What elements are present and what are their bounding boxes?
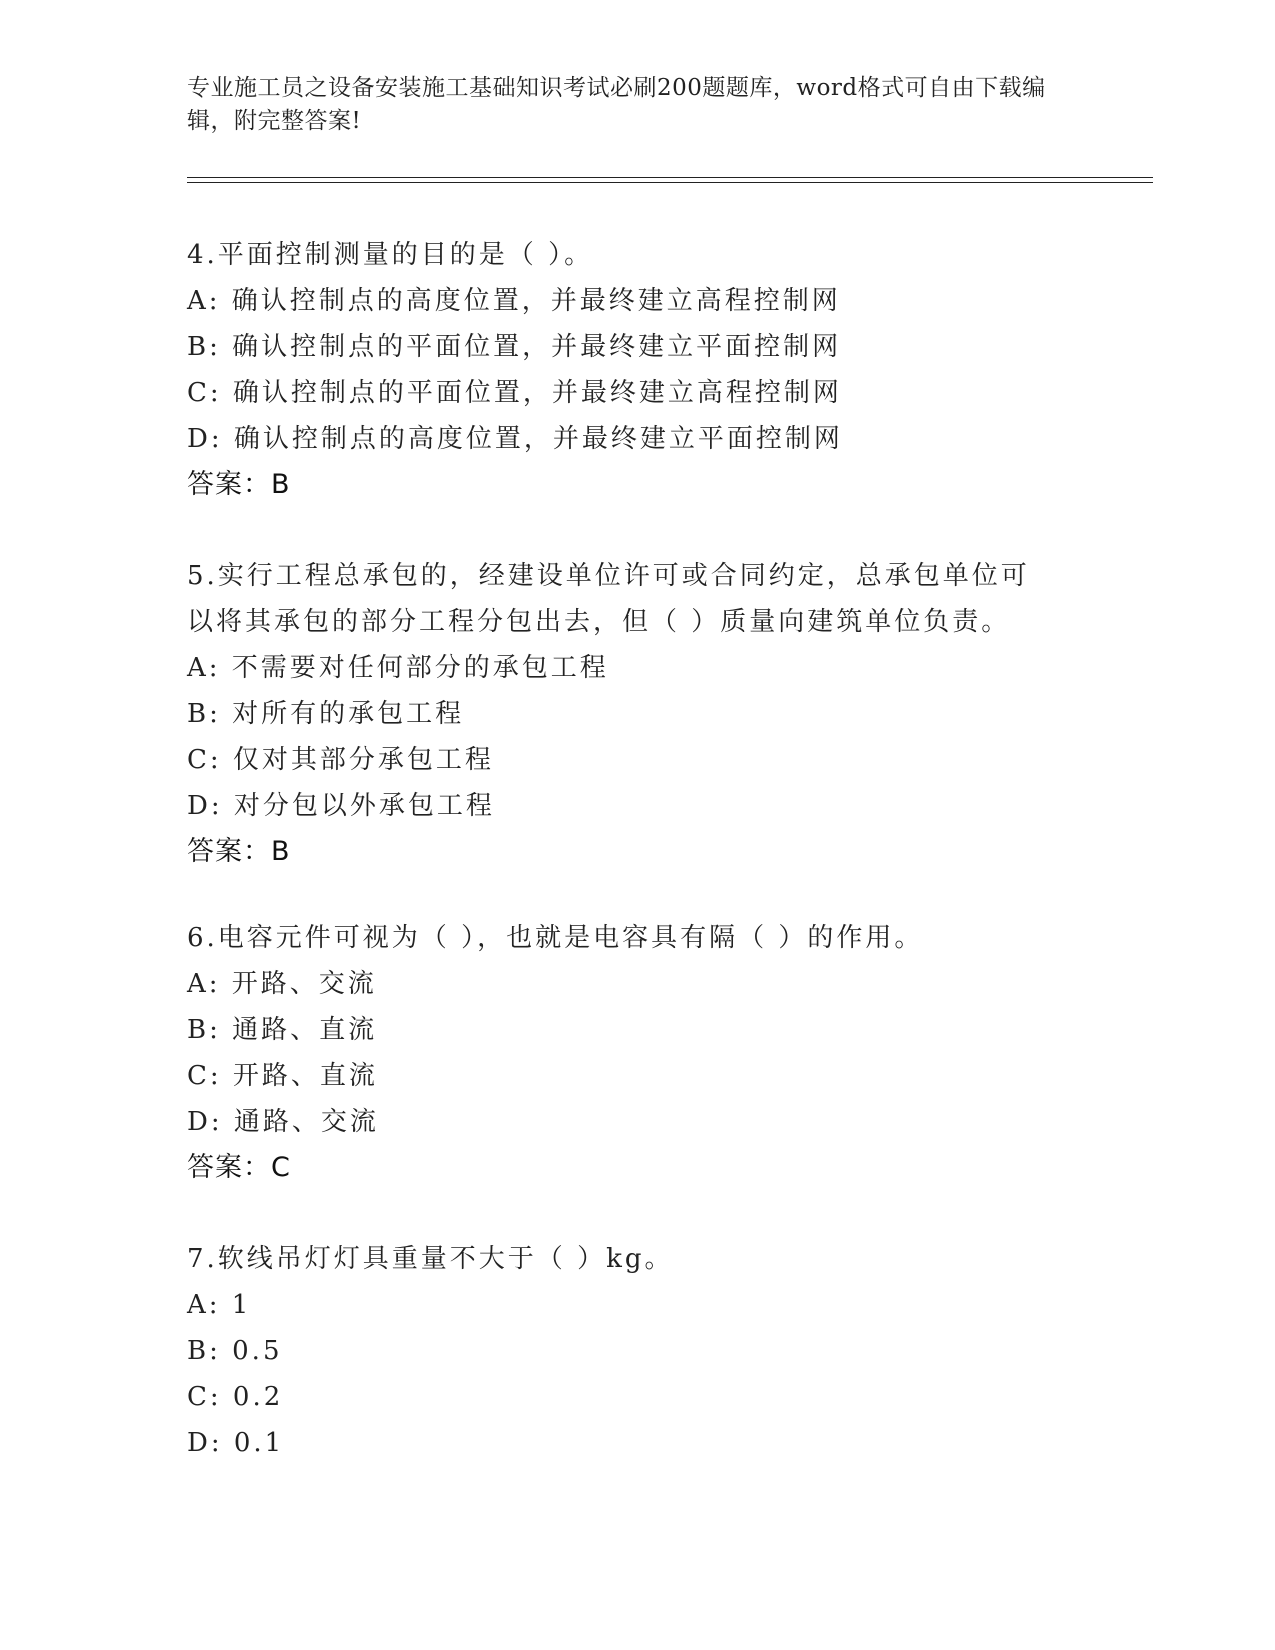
option-a: A: 1 [187, 1290, 252, 1320]
question-text: 7.软线吊灯灯具重量不大于（ ）kg。 [187, 1244, 674, 1274]
question-block-7 [187, 1236, 1087, 1466]
option-c: C: 仅对其部分承包工程 [187, 745, 494, 775]
option-d: D: 对分包以外承包工程 [187, 791, 495, 821]
option-d: D: 确认控制点的高度位置，并最终建立平面控制网 [187, 424, 843, 454]
option-b: B: 确认控制点的平面位置，并最终建立平面控制网 [187, 332, 842, 362]
question-block-4 [187, 232, 1087, 508]
option-c: C: 确认控制点的平面位置，并最终建立高程控制网 [187, 378, 842, 408]
option-b: B: 0.5 [187, 1336, 283, 1366]
question-text: 4.平面控制测量的目的是（ ）。 [187, 240, 594, 270]
header-divider-top [187, 177, 1153, 178]
option-b: B: 通路、直流 [187, 1015, 378, 1045]
answer-line: 答案：B [187, 836, 291, 867]
header-divider-bottom [187, 182, 1153, 183]
answer-line: 答案：C [187, 1152, 291, 1183]
option-a: A: 确认控制点的高度位置，并最终建立高程控制网 [187, 286, 841, 316]
option-c: C: 0.2 [187, 1382, 284, 1412]
option-b: B: 对所有的承包工程 [187, 699, 465, 729]
option-a: A: 不需要对任何部分的承包工程 [187, 653, 609, 683]
question-block-6 [187, 915, 1087, 1191]
option-c: C: 开路、直流 [187, 1061, 378, 1091]
question-text: 5.实行工程总承包的，经建设单位许可或合同约定，总承包单位可以将其承包的部分工程分包出去，但（ ）质量向建筑单位负责。 [187, 561, 1030, 637]
option-a: A: 开路、交流 [187, 969, 377, 999]
option-d: D: 0.1 [187, 1428, 285, 1458]
question-block-5 [187, 553, 1087, 875]
document-header-title: 专业施工员之设备安装施工基础知识考试必刷200题题库，word格式可自由下载编辑，附完整答案! [187, 75, 1046, 134]
answer-line: 答案：B [187, 469, 291, 500]
option-d: D: 通路、交流 [187, 1107, 379, 1137]
question-text: 6.电容元件可视为（ ），也就是电容具有隔（ ）的作用。 [187, 923, 924, 953]
